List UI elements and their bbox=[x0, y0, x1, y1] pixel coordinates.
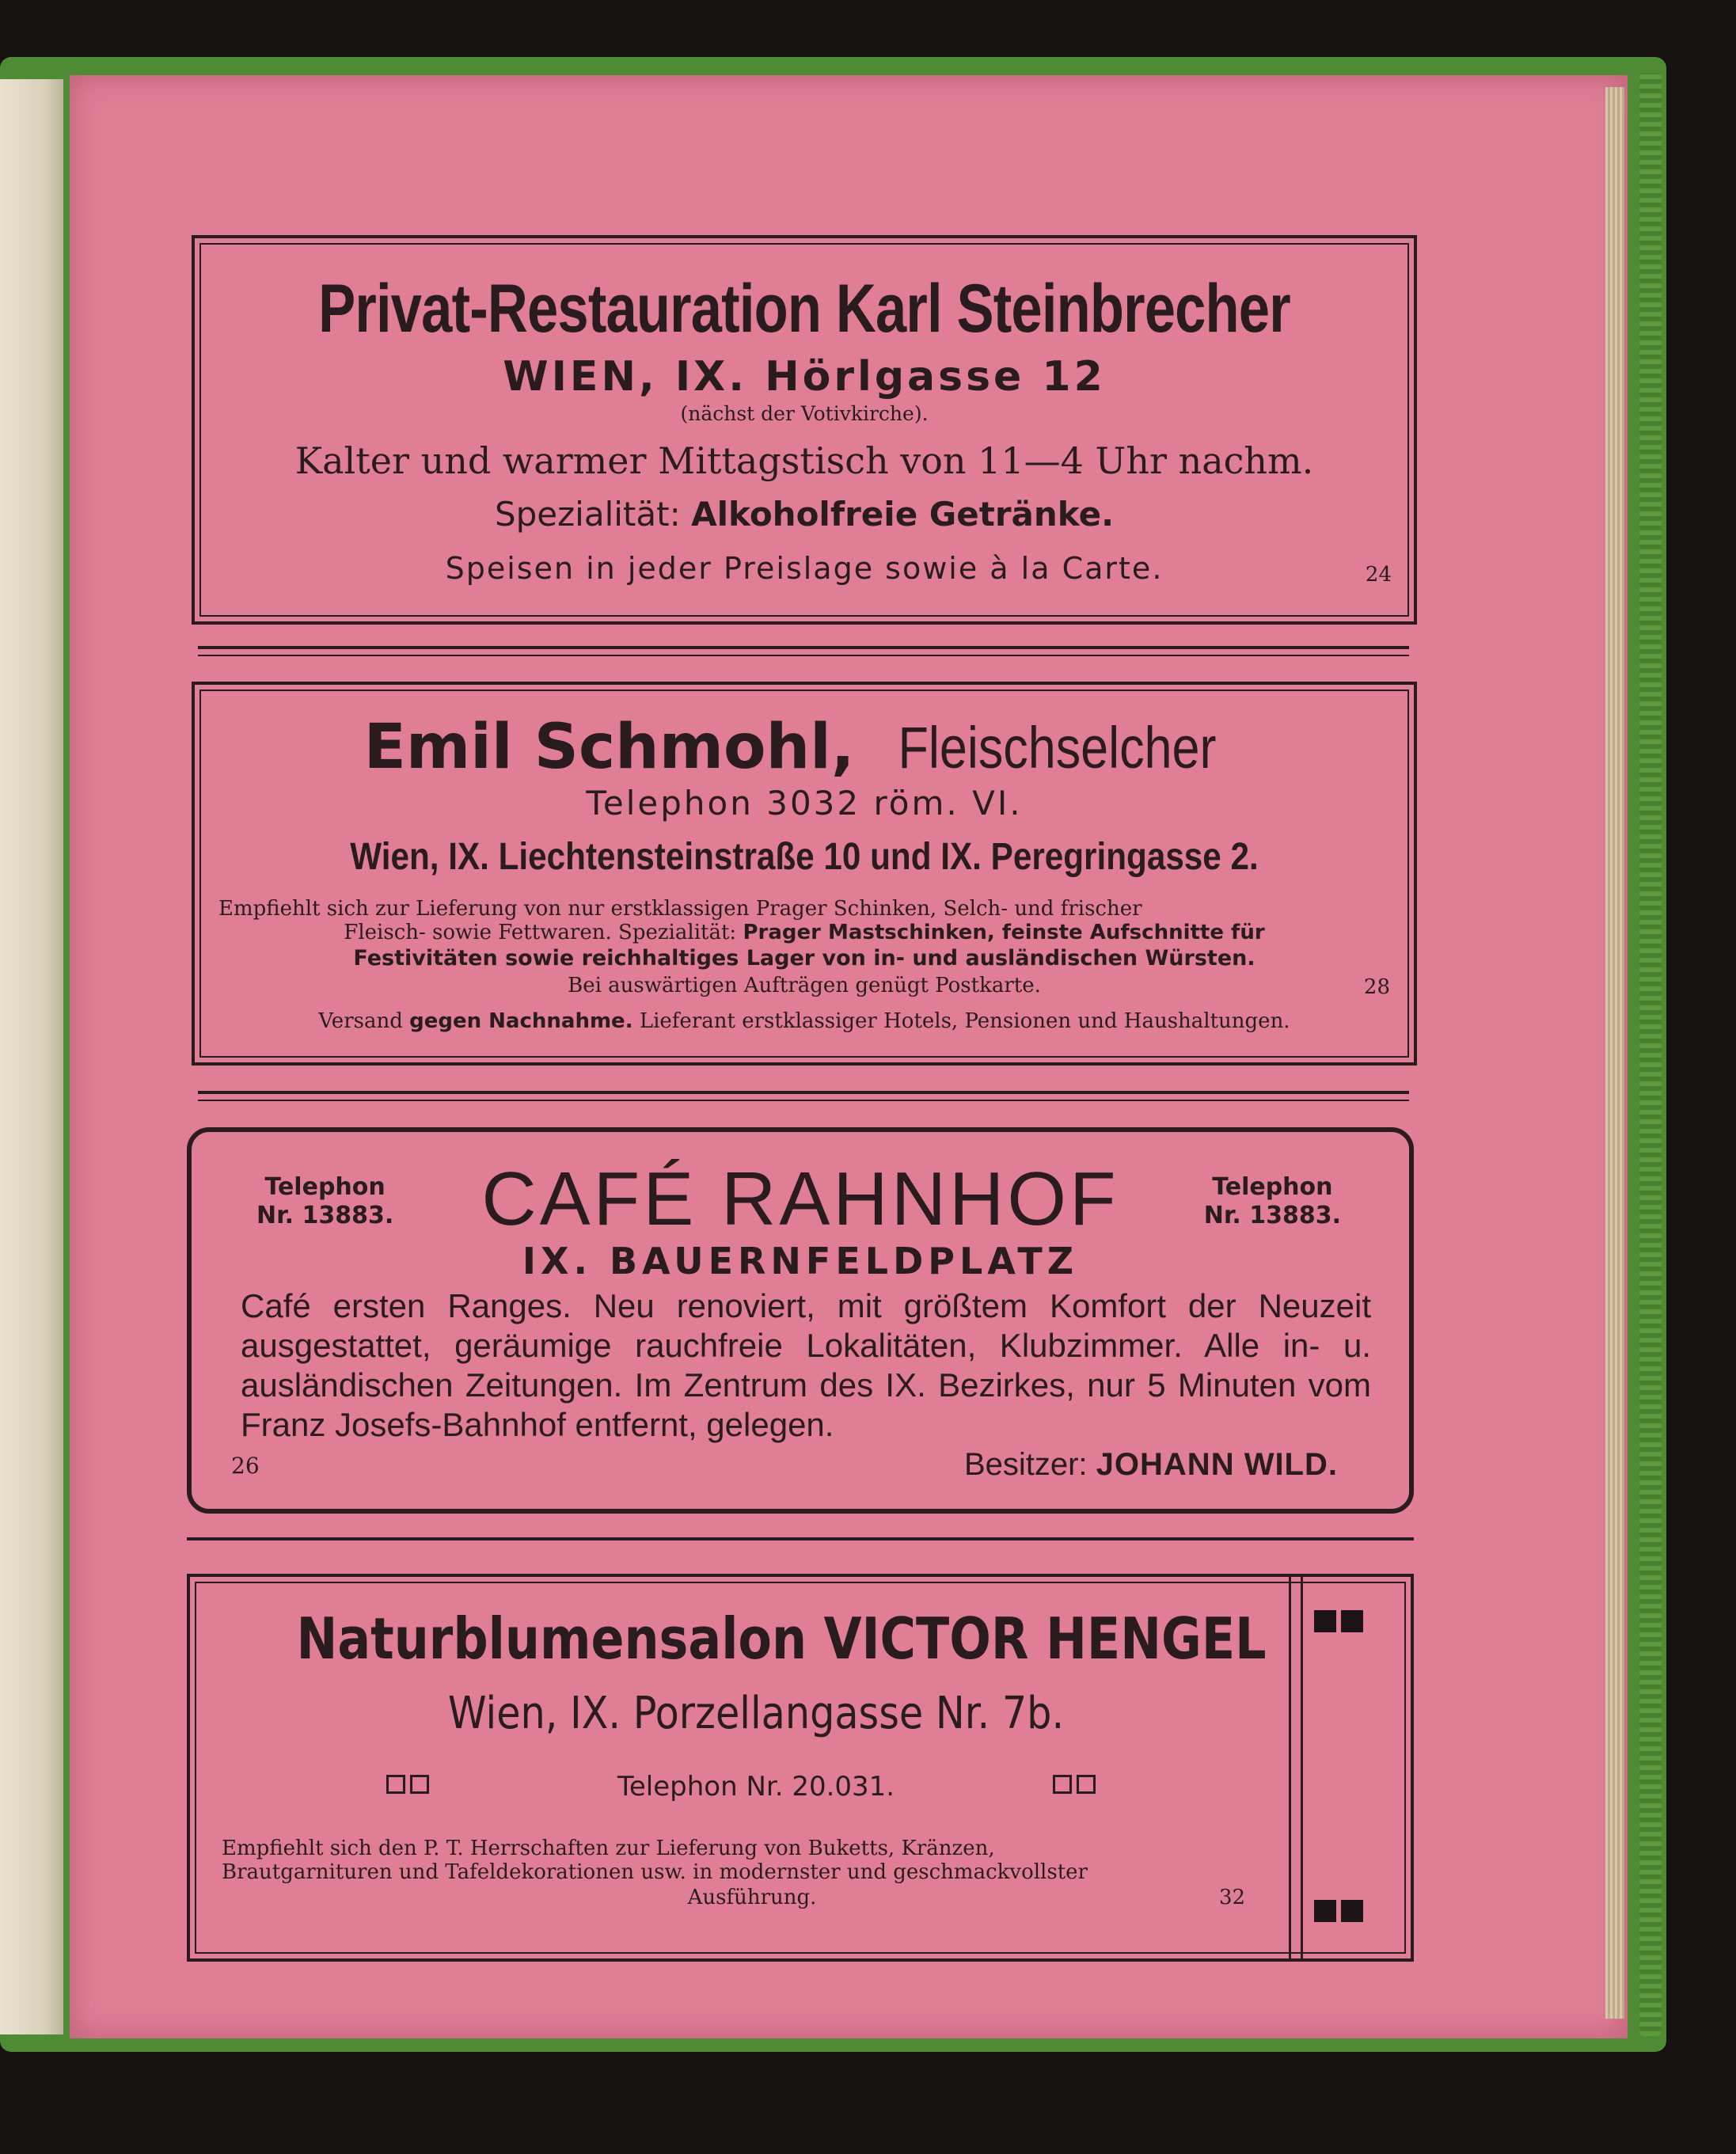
square-ornament bbox=[410, 1775, 429, 1794]
owner-name: JOHANN WILD. bbox=[1096, 1447, 1338, 1482]
ad-line-2-prefix: Spezialität: bbox=[494, 495, 681, 534]
separator-line bbox=[198, 655, 1409, 656]
ad-text-3: Festivitäten sowie reichhaltiges Lager von in- und ausländischen Würsten. bbox=[353, 946, 1255, 971]
ad-line-3: Speisen in jeder Preislage sowie à la Carte. bbox=[445, 551, 1164, 586]
ad-title bbox=[195, 712, 1414, 783]
ad-address: IX. BAUERNFELDPLATZ bbox=[522, 1240, 1079, 1282]
ornament-squares-right bbox=[1053, 1775, 1096, 1794]
separator-line bbox=[198, 1100, 1409, 1101]
ad-telephone: Telephon 3032 röm. VI. bbox=[586, 784, 1023, 822]
ad-body-text: Café ersten Ranges. Neu renoviert, mit größtem Komfort der Neuzeit ausgestattet, geräumige rauchfreie Lokalitäten, Klubzimmer. Alle in- u. ausländischen Zeitungen. Im Zentrum des IX. Bezirkes, nur 5 Minuten vom Franz Josefs-Bahnhof entfernt, gelegen. bbox=[241, 1287, 1371, 1443]
square-ornament bbox=[1314, 1900, 1336, 1922]
ad-text-5 bbox=[195, 1009, 1414, 1033]
square-ornament bbox=[1077, 1775, 1096, 1794]
ad-address: Wien, IX. Liechtensteinstraße 10 und IX. Peregringasse 2. bbox=[350, 836, 1259, 878]
ad-text-1: Empfiehlt sich zur Lieferung von nur erstklassigen Prager Schinken, Selch- und frischer bbox=[218, 897, 1142, 921]
ad-line-2-bold: Alkoholfreie Getränke. bbox=[691, 495, 1115, 534]
ad-title: Privat-Restauration Karl Steinbrecher bbox=[318, 271, 1290, 347]
owner-label: Besitzer: bbox=[963, 1447, 1088, 1482]
ad-title: CAFÉ RAHNHOF bbox=[481, 1157, 1119, 1241]
square-ornament bbox=[1341, 1610, 1363, 1632]
square-ornament bbox=[1314, 1610, 1336, 1632]
telephone-left-number: Nr. 13883. bbox=[256, 1202, 394, 1229]
ad-hengel bbox=[187, 1574, 1414, 1962]
ad-text-4: Bei auswärtigen Aufträgen genügt Postkarte. bbox=[568, 974, 1041, 997]
ad-number: 28 bbox=[1363, 975, 1390, 999]
ad-number: 24 bbox=[1365, 563, 1392, 587]
ad-telephone: Telephon Nr. 20.031. bbox=[617, 1771, 895, 1803]
square-ornament bbox=[1341, 1900, 1363, 1922]
ad-address: WIEN, IX. Hörlgasse 12 bbox=[503, 353, 1106, 401]
telephone-right-number: Nr. 13883. bbox=[1203, 1202, 1341, 1229]
vertical-divider bbox=[1289, 1577, 1303, 1958]
ad-number: 26 bbox=[231, 1453, 260, 1479]
ad-schmohl bbox=[192, 682, 1417, 1066]
ad-text-5a: Versand bbox=[318, 1009, 403, 1033]
separator-line bbox=[198, 646, 1409, 649]
telephone-left-label: Telephon bbox=[264, 1173, 386, 1201]
ornament-squares-left bbox=[386, 1775, 429, 1794]
ad-cafe-rahnhof bbox=[187, 1127, 1414, 1514]
ad-trade: Fleischselcher bbox=[898, 715, 1217, 781]
ad-line-1: Kalter und warmer Mittagstisch von 11—4 Uhr nachm. bbox=[294, 439, 1314, 482]
ad-text-2 bbox=[195, 921, 1414, 944]
ad-text-2a: Fleisch- sowie Fettwaren. Spezialität: bbox=[344, 921, 737, 944]
ad-name: Emil Schmohl, bbox=[363, 712, 855, 783]
ornament-squares-bottom bbox=[1314, 1900, 1363, 1922]
ad-text-2: Brautgarnituren und Tafeldekorationen usw. in modernster und geschmackvollster bbox=[222, 1860, 1088, 1884]
square-ornament bbox=[1053, 1775, 1072, 1794]
ad-note: (nächst der Votivkirche). bbox=[680, 402, 929, 425]
ad-text-3: Ausführung. bbox=[687, 1886, 817, 1909]
ad-text-5c: Lieferant erstklassiger Hotels, Pensionen und Haushaltungen. bbox=[639, 1009, 1290, 1033]
ad-address: Wien, IX. Porzellangasse Nr. 7b. bbox=[447, 1688, 1065, 1739]
ad-title: Naturblumensalon VICTOR HENGEL bbox=[296, 1605, 1267, 1672]
square-ornament bbox=[386, 1775, 405, 1794]
telephone-right-label: Telephon bbox=[1212, 1173, 1333, 1201]
ad-owner bbox=[964, 1447, 1338, 1483]
ad-number: 32 bbox=[1219, 1886, 1246, 1909]
page-stack-edge bbox=[1605, 87, 1624, 2019]
ad-text-5b: gegen Nachnahme. bbox=[409, 1009, 633, 1033]
ad-text-1: Empfiehlt sich den P. T. Herrschaften zur Lieferung von Buketts, Kränzen, bbox=[222, 1837, 995, 1860]
ad-text-2b: Prager Mastschinken, feinste Aufschnitte für bbox=[743, 921, 1265, 944]
separator-line bbox=[187, 1537, 1414, 1540]
separator-line bbox=[198, 1091, 1409, 1094]
ad-line-2 bbox=[195, 495, 1414, 534]
ornament-squares-top bbox=[1314, 1610, 1363, 1632]
left-page-edge bbox=[0, 79, 63, 2034]
ad-steinbrecher bbox=[192, 235, 1417, 625]
